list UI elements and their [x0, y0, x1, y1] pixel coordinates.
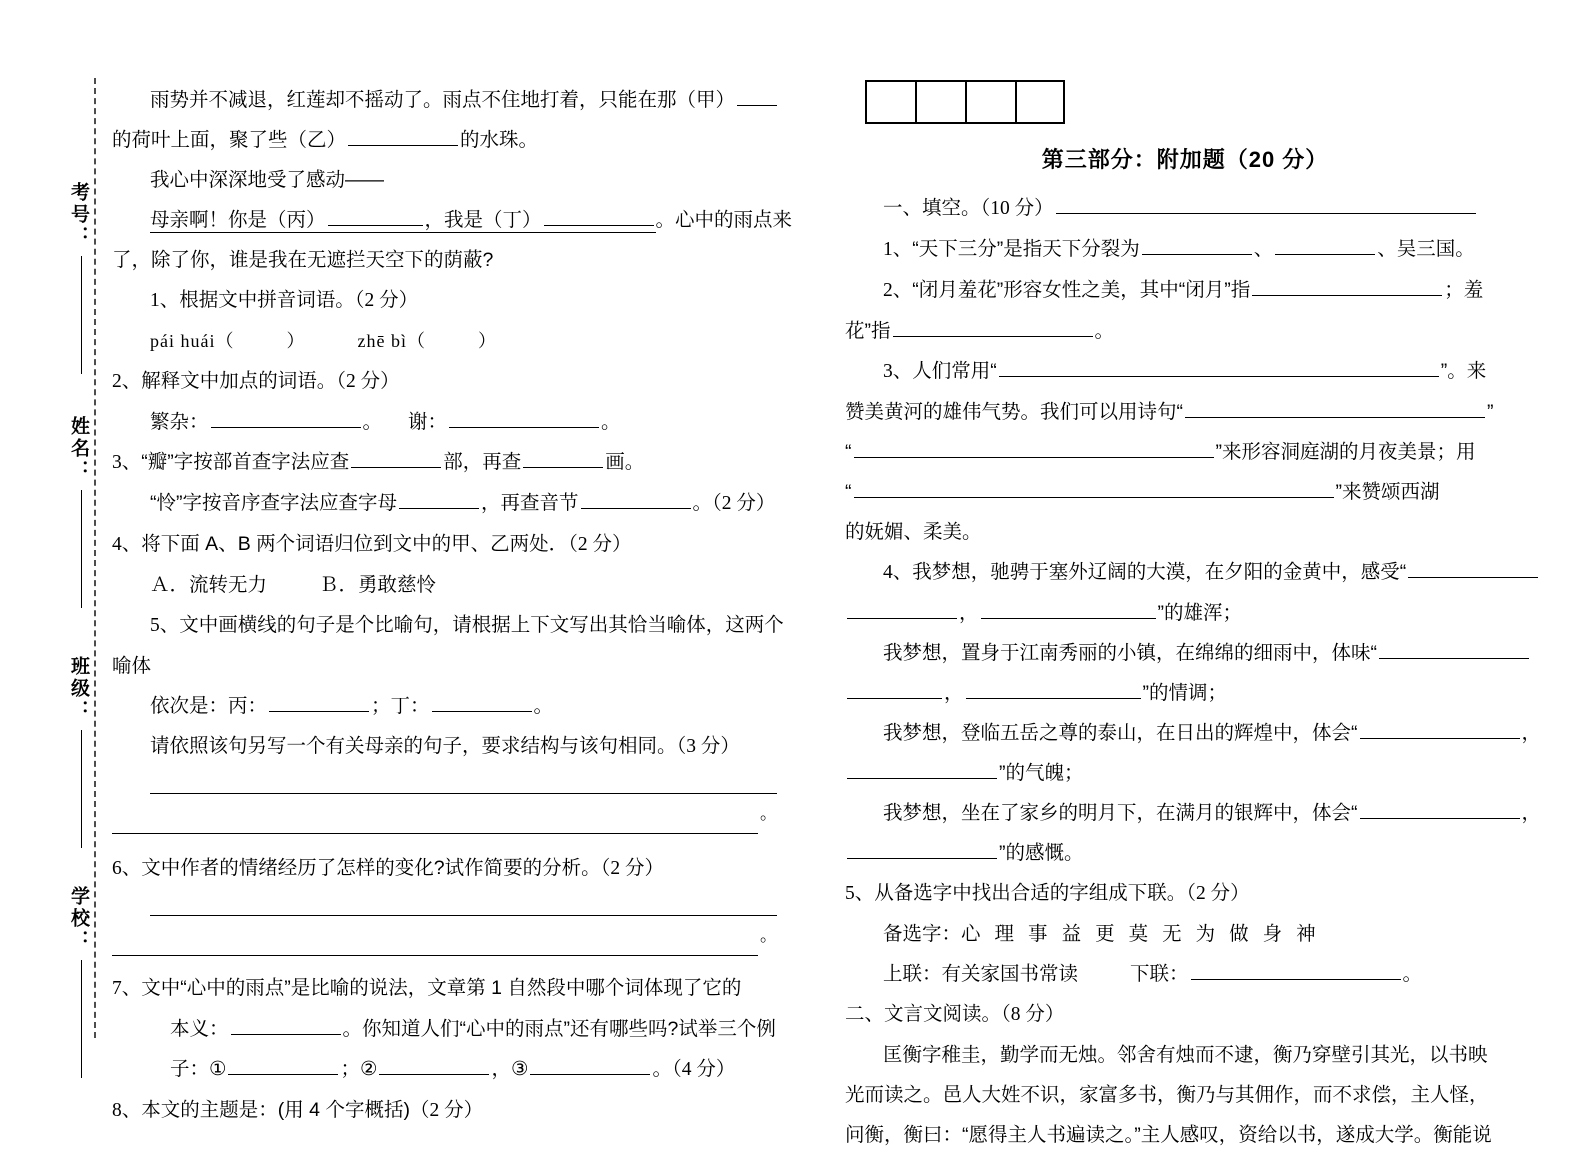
passage-line-3 — [112, 160, 777, 200]
seal-dashed-line — [94, 78, 96, 1038]
fill-question-1-blank-1[interactable] — [1142, 235, 1252, 255]
question-4 — [112, 524, 777, 565]
pinyin-paihuai-close: ） — [286, 331, 306, 351]
student-name-rule — [81, 490, 82, 608]
question-8 — [112, 1090, 777, 1131]
fill-question-3-blank-3[interactable] — [854, 438, 1214, 458]
question-5-followup-score: （3 分） — [676, 736, 740, 757]
fill-question-4-dream-1-line-1 — [845, 552, 1525, 593]
question-5-number: 5、 — [150, 615, 180, 636]
couplet-candidate[interactable]: 更 — [1095, 923, 1115, 945]
question-7-number: 7、 — [112, 978, 142, 999]
dream-4-blank-2[interactable] — [847, 839, 997, 859]
fill-question-2-text-a: “闭月羞花”形容女性之美，其中“闭月”指 — [912, 279, 1251, 301]
question-2-item-2-label: 谢： — [408, 411, 448, 433]
couplet-lower-end: 。 — [1402, 963, 1423, 985]
couplet-candidate[interactable]: 神 — [1296, 923, 1316, 945]
question-3-number: 3、 — [112, 452, 142, 473]
student-info-labels — [52, 86, 92, 1036]
question-4-option-b[interactable]: Ｂ．勇敢慈怜 — [319, 574, 437, 596]
couplet-lower-blank[interactable] — [1191, 960, 1401, 980]
score-grid-cell[interactable] — [915, 80, 965, 124]
question-2-score: （2 分） — [336, 371, 400, 392]
passage-text-3d: 了，除了你，谁是我在无遮拦天空下的荫蔽? — [112, 249, 494, 271]
fill-question-3-blank-1[interactable] — [999, 357, 1439, 377]
fill-question-5-score: （2 分） — [1186, 883, 1250, 904]
question-5-line-1 — [112, 605, 784, 646]
fill-question-3-text-b: ”。来 — [1440, 360, 1487, 382]
question-8-text: 本文的主题是：(用 4 个字概括) — [141, 1099, 410, 1121]
dream-2-text-c: ”的情调； — [1142, 682, 1228, 704]
section-one-head-text: 一、填空。 — [883, 197, 981, 219]
fill-question-3-line-4 — [845, 472, 1525, 512]
fill-question-2-blank-1[interactable] — [1252, 276, 1442, 296]
dream-2-blank-2[interactable] — [847, 679, 942, 699]
dream-1-blank-3[interactable] — [981, 599, 1156, 619]
couplet-candidate[interactable]: 无 — [1162, 923, 1182, 945]
dream-3-blank-1[interactable] — [1360, 719, 1520, 739]
question-2-item-2-blank[interactable] — [449, 408, 599, 428]
question-5-order-row — [112, 686, 777, 726]
score-grid-cell[interactable] — [1015, 80, 1065, 124]
label-student-name — [52, 416, 92, 608]
pinyin-zhebi: zhē bì（ — [357, 331, 426, 351]
fill-question-3-blank-2[interactable] — [1185, 398, 1485, 418]
fill-question-3-blank-4[interactable] — [854, 478, 1334, 498]
passage-text-2: 我心中深深地受了感动—— — [150, 169, 385, 191]
fill-question-3-text-e: “ — [845, 441, 852, 463]
fill-question-3-text-g: “ — [845, 481, 852, 503]
fill-question-4-number: 4、 — [883, 562, 913, 583]
question-1-number: 1、 — [150, 290, 180, 311]
fill-question-4-dream-2-line-1 — [845, 633, 1525, 673]
dream-2-blank-1[interactable] — [1379, 639, 1529, 659]
label-exam-number-text: 考号： — [68, 182, 89, 248]
question-2-item-2-end: 。 — [601, 411, 621, 433]
section-one-head — [845, 188, 1525, 229]
question-4-options — [112, 565, 777, 605]
question-6 — [112, 848, 777, 889]
fill-question-3-text-a: 人们常用“ — [912, 360, 997, 382]
passage-text-1a: 雨势并不减退，红莲却不摇动了。雨点不住地打着，只能在那（甲） — [150, 89, 736, 111]
classical-text-block — [845, 1035, 1525, 1155]
question-4-option-a[interactable]: Ａ．流转无力 — [150, 574, 268, 596]
dream-4-blank-1[interactable] — [1360, 799, 1520, 819]
passage-text-3a: 母亲啊！你是（丙） — [150, 209, 326, 231]
question-7-text-3a: 子：① — [170, 1058, 227, 1080]
fill-question-2-text-c: 花”指 — [845, 320, 891, 342]
question-1-text: 根据文中拼音词语。 — [179, 289, 355, 311]
question-4-number: 4、 — [112, 534, 142, 555]
question-7-text-2b: 。你知道人们“心中的雨点”还有哪些吗?试举三个例 — [342, 1018, 776, 1040]
question-7-blank-meaning[interactable] — [231, 1015, 341, 1035]
dream-3-text-b: ， — [1521, 722, 1542, 744]
reading-passage — [112, 80, 793, 280]
question-7-score: （4 分） — [671, 1059, 736, 1080]
dream-1-blank-2[interactable] — [847, 599, 957, 619]
dream-4-text-a: 我梦想，坐在了家乡的明月下，在满月的银辉中，体会“ — [883, 802, 1358, 824]
dream-4-text-c: ”的感慨。 — [999, 842, 1084, 864]
fill-question-3-line-1 — [845, 351, 1525, 392]
question-6-answer-line-2[interactable] — [112, 955, 758, 956]
question-2-item-1-end: 。 — [362, 411, 383, 433]
pinyin-paihuai: pái huái（ — [150, 331, 235, 351]
dream-1-text-b: ， — [959, 602, 979, 624]
question-3-score: （2 分） — [712, 493, 776, 514]
question-5-answer-period: 。 — [760, 804, 777, 823]
question-2-item-1-label: 繁杂： — [150, 411, 209, 433]
passage-blank-yi[interactable] — [348, 126, 458, 146]
question-6-answer-line-2-wrap — [112, 916, 777, 956]
question-5-order-label: 依次是：丙： — [150, 695, 268, 717]
question-4-score: （2 分） — [568, 534, 632, 555]
couplet-candidate[interactable]: 做 — [1229, 923, 1249, 945]
couplet-candidate[interactable]: 心 — [961, 923, 981, 945]
school-rule — [81, 960, 82, 1078]
couplet-candidate[interactable]: 事 — [1028, 923, 1048, 945]
passage-line-1 — [112, 80, 777, 120]
question-7-text-3c: ，③ — [491, 1058, 529, 1080]
fill-question-3-text-h: ”来赞颂西湖 — [1335, 481, 1440, 503]
question-7-line-2 — [112, 1009, 777, 1049]
score-grid-cell[interactable] — [965, 80, 1015, 124]
fill-question-5-number: 5、 — [845, 883, 875, 904]
question-7-blank-example-3[interactable] — [530, 1055, 650, 1075]
fill-question-5 — [845, 873, 1525, 914]
dream-2-text-a: 我梦想，置身于江南秀丽的小镇，在绵绵的细雨中，体味“ — [883, 642, 1377, 664]
passage-blank-jia[interactable] — [737, 86, 777, 106]
question-7-blank-example-1[interactable] — [228, 1055, 338, 1075]
pinyin-zhebi-close: ） — [477, 331, 497, 351]
fill-question-4-dream-3-line-2 — [845, 753, 1525, 793]
classical-text-line-2: 光而读之。邑人大姓不识，家富多书，衡乃与其佣作，而不求偿，主人怪， — [845, 1084, 1489, 1106]
question-5-followup — [112, 726, 777, 767]
fill-question-3-text-f: ”来形容洞庭湖的月夜美景；用 — [1215, 441, 1476, 463]
couplet-upper-line: 上联：有关家国书常读 — [883, 963, 1079, 985]
couplet-lower-label: 下联： — [1130, 963, 1189, 985]
fill-question-2-number: 2、 — [883, 280, 913, 301]
question-6-answer-period: 。 — [760, 926, 777, 945]
couplet-candidates-label: 备选字： — [883, 923, 962, 945]
section-two-head — [845, 994, 1525, 1035]
question-8-number: 8、 — [112, 1100, 142, 1121]
part-three-title: 第三部分：附加题（20 分） — [1041, 147, 1329, 172]
question-5-blank-bing[interactable] — [269, 692, 369, 712]
question-2-answers — [112, 402, 777, 442]
section-two-head-score: （8 分） — [1001, 1004, 1065, 1025]
left-column — [112, 80, 793, 1131]
question-2 — [112, 361, 777, 402]
question-3-text-2a: “怜”字按音序查字法应查字母 — [150, 492, 397, 514]
fill-question-1-number: 1、 — [883, 239, 913, 260]
classical-text-line-3: 问衡，衡曰：“愿得主人书遍读之。”主人感叹，资给以书，遂成大学。衡能说 — [845, 1124, 1492, 1146]
passage-line-2 — [112, 120, 777, 160]
label-student-name-text: 姓名： — [68, 416, 89, 482]
fill-question-2-line-1 — [845, 270, 1525, 311]
fill-question-3-line-3 — [845, 432, 1525, 472]
right-column — [845, 80, 1542, 1155]
sealing-margin — [0, 0, 104, 1122]
question-1-score: （2 分） — [354, 290, 419, 311]
question-3-line-1 — [112, 442, 777, 483]
question-7-text-2a: 本义： — [170, 1018, 229, 1040]
passage-text-3c: 。心中的雨点来 — [655, 209, 793, 231]
question-5-line-2 — [112, 646, 777, 686]
section-two-head-text: 二、文言文阅读。 — [845, 1003, 1002, 1025]
dream-1-blank-1[interactable] — [1408, 558, 1538, 578]
fill-question-3-text-d: ” — [1487, 401, 1494, 423]
question-7-text-3d: 。 — [652, 1058, 672, 1080]
question-5-answer-line-2-wrap — [112, 794, 777, 834]
fill-question-1-text-c: 、吴三国。 — [1377, 238, 1475, 260]
fill-question-4-dream-4-line-1 — [845, 793, 1542, 833]
passage-line-5 — [112, 240, 777, 280]
label-class — [52, 656, 92, 848]
passage-blank-bing[interactable] — [328, 206, 423, 226]
question-3-blank-letter[interactable] — [399, 489, 479, 509]
exam-number-rule — [81, 256, 82, 374]
question-3-line-2 — [112, 483, 777, 524]
question-5-order-mid: ；丁： — [371, 695, 430, 717]
fill-question-3-line-2 — [845, 392, 1525, 432]
couplet-candidate[interactable]: 为 — [1195, 923, 1216, 945]
passage-text-1b: 的荷叶上面，聚了些（乙） — [112, 129, 347, 151]
label-school-text: 学校： — [68, 886, 89, 952]
fill-question-1-text-b: 、 — [1253, 238, 1274, 260]
label-school — [52, 886, 92, 1078]
fill-question-3-number: 3、 — [883, 361, 913, 382]
question-3-text-1c: 画。 — [605, 451, 645, 473]
passage-blank-ding[interactable] — [544, 206, 654, 226]
fill-question-4-dream-3-line-1 — [845, 713, 1542, 753]
class-rule — [81, 730, 82, 848]
dream-2-text-b: ， — [944, 682, 964, 704]
question-7-text-3b: ；② — [340, 1058, 378, 1080]
question-5-answer-line-2[interactable] — [112, 833, 758, 834]
fill-question-1 — [845, 229, 1525, 270]
question-1 — [112, 280, 777, 321]
fill-question-2-text-b: ；羞 — [1444, 279, 1484, 301]
passage-text-1c: 的水珠。 — [460, 129, 539, 151]
question-5-blank-ding[interactable] — [432, 692, 532, 712]
dream-3-blank-2[interactable] — [847, 759, 997, 779]
question-7-text-1: 文中“心中的雨点”是比喻的说法，文章第 1 自然段中哪个词体现了它的 — [141, 977, 742, 999]
fill-question-4-dream-2-line-2 — [845, 673, 1525, 713]
fill-question-1-text-a: “天下三分”是指天下分裂为 — [912, 238, 1140, 260]
fill-question-3-text-i: 的妩媚、柔美。 — [845, 521, 982, 543]
question-7-line-3 — [112, 1049, 777, 1090]
question-5-order-end: 。 — [533, 695, 554, 717]
question-3-blank-strokes[interactable] — [523, 448, 603, 468]
passage-text-3b: ，我是（丁） — [424, 209, 542, 231]
question-3-blank-syllable[interactable] — [581, 489, 691, 509]
passage-line-4 — [112, 200, 793, 240]
score-grid-cell[interactable] — [865, 80, 915, 124]
label-exam-number — [52, 182, 92, 374]
fill-question-5-text: 从备选字中找出合适的字组成下联。 — [874, 882, 1187, 904]
question-8-score: （2 分） — [409, 1100, 484, 1121]
question-3-blank-radical[interactable] — [351, 448, 441, 468]
dream-1-text-a: 我梦想，驰骋于塞外辽阔的大漠，在夕阳的金黄中，感受“ — [912, 561, 1407, 583]
question-3-text-1a: “瓣”字按部首查字法应查 — [141, 451, 350, 473]
passage-underlined-sentence — [150, 209, 656, 233]
section-one-head-score: （10 分） — [980, 198, 1054, 219]
question-3-text-2c: 。 — [692, 492, 713, 514]
couplet-candidate[interactable]: 理 — [994, 923, 1015, 945]
question-2-number: 2、 — [112, 371, 142, 392]
dream-1-text-c: ”的雄浑； — [1157, 602, 1243, 624]
question-5-text-b: 喻体 — [112, 655, 152, 677]
question-2-text: 解释文中加点的词语。 — [141, 370, 337, 392]
question-5-followup-text: 请依照该句另写一个有关母亲的句子，要求结构与该句相同。 — [150, 735, 677, 757]
question-5-text-a: 文中画横线的句子是个比喻句，请根据上下文写出其恰当喻体，这两个 — [179, 614, 784, 636]
dream-4-text-b: ， — [1521, 802, 1542, 824]
fill-question-2-text-d: 。 — [1094, 320, 1115, 342]
label-class-text: 班级： — [68, 656, 89, 722]
couplet-candidate[interactable]: 莫 — [1128, 923, 1149, 945]
question-4-text: 将下面 A、B 两个词语归位到文中的甲、乙两处． — [141, 533, 569, 555]
dream-2-blank-3[interactable] — [966, 679, 1141, 699]
question-6-score: （2 分） — [600, 858, 665, 879]
question-3-text-2b: ，再查音节 — [481, 492, 579, 514]
fill-question-1-blank-2[interactable] — [1275, 235, 1375, 255]
dream-3-text-a: 我梦想，登临五岳之尊的泰山，在日出的辉煌中，体会“ — [883, 722, 1358, 744]
couplet-answer-row — [845, 954, 1525, 994]
fill-question-4-dream-4-line-2 — [845, 833, 1525, 873]
question-1-pinyin-row — [112, 321, 777, 361]
fill-question-3-text-c: 赞美黄河的雄伟气势。我们可以用诗句“ — [845, 401, 1183, 423]
couplet-candidate[interactable]: 益 — [1061, 923, 1082, 945]
dream-3-text-c: ”的气魄； — [999, 762, 1084, 784]
classical-text-line-1: 匡衡字稚圭，勤学而无烛。邻舍有烛而不逮，衡乃穿壁引其光，以书映 — [883, 1044, 1488, 1066]
question-6-number: 6、 — [112, 858, 142, 879]
fill-question-2-line-2 — [845, 311, 1525, 351]
fill-question-4-dream-1-line-2 — [845, 593, 1525, 633]
section-one-head-blank[interactable] — [1056, 194, 1476, 214]
question-3-text-1b: 部，再查 — [443, 451, 522, 473]
question-2-item-1-blank[interactable] — [211, 408, 361, 428]
fill-question-3-line-5 — [845, 512, 1525, 552]
question-7-blank-example-2[interactable] — [379, 1055, 489, 1075]
score-grid — [865, 80, 1525, 124]
couplet-candidates-row — [845, 914, 1525, 954]
question-6-text: 文中作者的情绪经历了怎样的变化?试作简要的分析。 — [141, 857, 601, 879]
question-7-line-1 — [112, 968, 777, 1009]
fill-question-2-blank-2[interactable] — [893, 317, 1093, 337]
couplet-candidate[interactable]: 身 — [1262, 923, 1283, 945]
